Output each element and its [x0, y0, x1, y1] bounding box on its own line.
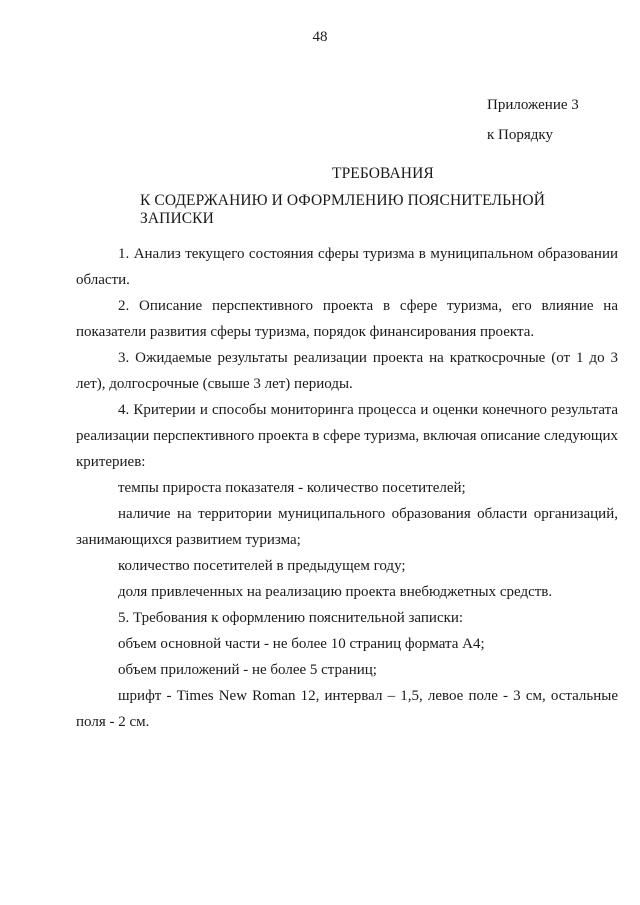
- title-line-1: ТРЕБОВАНИЯ: [332, 165, 434, 182]
- page-number: 48: [312, 29, 328, 45]
- paragraph-3: 3. Ожидаемые результаты реализации проекта на краткосрочные (от 1 до 3 лет), долгосрочные (свыше 3 лет) периоды.: [76, 350, 618, 392]
- requirement-main-volume: объем основной части - не более 10 страниц формата А4;: [118, 636, 485, 652]
- paragraph-5: 5. Требования к оформлению пояснительной записки:: [118, 610, 464, 626]
- appendix-line-2: к Порядку: [487, 127, 553, 143]
- document-subtitle: К СОДЕРЖАНИЮ И ОФОРМЛЕНИЮ ПОЯСНИТЕЛЬНОЙ ЗАПИСКИ: [140, 192, 545, 227]
- appendix-line-1: Приложение 3: [487, 97, 579, 113]
- paragraph-2: 2. Описание перспективного проекта в сфере туризма, его влияние на показатели развития сферы туризма, порядок финансирования проекта.: [76, 298, 618, 340]
- requirement-appendix-volume: объем приложений - не более 5 страниц;: [118, 662, 377, 678]
- document-body: [76, 241, 618, 735]
- appendix-reference: [487, 90, 579, 150]
- paragraph-4: 4. Критерии и способы мониторинга процесса и оценки конечного результата реализации перспективного проекта в сфере туризма, включая описание следующих критериев:: [76, 402, 618, 470]
- paragraph-1: 1. Анализ текущего состояния сферы туризма в муниципальном образовании области.: [76, 246, 618, 288]
- criterion-previous-year-visitors: количество посетителей в предыдущем году;: [118, 558, 406, 574]
- criterion-growth-rate: темпы прироста показателя - количество посетителей;: [118, 480, 466, 496]
- criterion-extrabudgetary-funds: доля привлеченных на реализацию проекта внебюджетных средств.: [118, 584, 553, 600]
- criterion-organizations: наличие на территории муниципального образования области организаций, занимающихся развитием туризма;: [76, 506, 618, 548]
- requirement-font: шрифт - Times New Roman 12, интервал – 1,5, левое поле - 3 см, остальные поля - 2 см.: [76, 688, 618, 730]
